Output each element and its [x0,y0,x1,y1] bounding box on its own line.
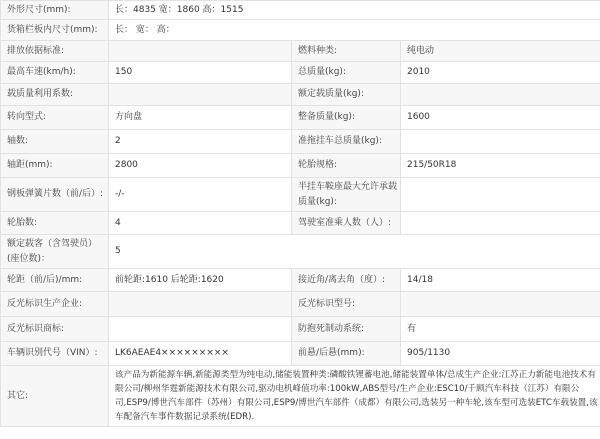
spec-row [1,130,600,154]
spec-value: 215/50R18 [401,154,600,178]
spec-label: 轴距(mm): [1,154,109,178]
spec-label: 反光标识型号: [292,292,401,317]
spec-row [1,84,600,106]
spec-label: 排放依据标准: [1,41,109,62]
spec-label: 前悬/后悬(mm): [292,342,401,366]
spec-value: -/- [109,178,292,212]
spec-label: 额定载质量(kg): [292,84,401,106]
spec-row [1,292,600,317]
spec-value: 长：4835 宽：1860 高：1515 [109,1,600,20]
spec-value: 有 [401,317,600,342]
spec-label: 轮胎数: [1,212,109,235]
spec-value: 2800 [109,154,292,178]
spec-value [109,292,292,317]
spec-label: 额定载客（含驾驶员）(座位数)： [1,235,109,269]
spec-label: 反光标识生产企业: [1,292,109,317]
spec-row [1,154,600,178]
spec-row-dimensions [1,1,600,20]
spec-label: 反光标识商标: [1,317,109,342]
other-label: 其它: [1,366,109,427]
spec-value: 4 [109,212,292,235]
spec-row [1,317,600,342]
spec-label: 驾驶室准乘人数（人）: [292,212,401,235]
spec-row [1,178,600,212]
spec-label: 总质量(kg): [292,62,401,84]
spec-row [1,41,600,62]
spec-value [401,292,600,317]
spec-label: 准拖挂车总质量(kg): [292,130,401,154]
spec-label: 钢板弹簧片数（前/后）: [1,178,109,212]
spec-row [1,62,600,84]
spec-label: 轮距（前/后)/mm: [1,269,109,292]
spec-row [1,212,600,235]
spec-value [401,178,600,212]
spec-value: 长： 宽： 高： [109,20,600,41]
spec-value: 5 [109,235,600,269]
spec-row-seating [1,235,600,269]
spec-label: 最高车速(km/h): [1,62,109,84]
spec-value: 905/1130 [401,342,600,366]
spec-value: 2 [109,130,292,154]
spec-label: 接近角/离去角（度）: [292,269,401,292]
spec-value [109,41,292,62]
other-description: 该产品为新能源车辆,新能源类型为纯电动,储能装置种类:磷酸铁锂蓄电池,储能装置单体/总成生产企业:江苏正力新能电池技术有限公司/柳州华霆新能源技术有限公司,驱动电机峰值功率:100kW,ABS型号/生产企业:ESC10/千顾汽车科技（江苏）有限公司,ESP9/博世汽车部件（苏州）有限公司,ESP9/博世汽车部件（成都）有限公司,选装另一种车轮,该车型可选装ETC车载装置,该车配备汽车事件数据记录系统(EDR). [109,366,600,427]
spec-label: 整备质量(kg): [292,106,401,130]
spec-value [109,317,292,342]
spec-value: 前轮距:1610 后轮距:1620 [109,269,292,292]
spec-label: 载质量利用系数: [1,84,109,106]
spec-row-other [1,366,600,427]
spec-value: 2010 [401,62,600,84]
spec-label: 燃料种类: [292,41,401,62]
spec-label: 轴数: [1,130,109,154]
spec-label: 半挂车鞍座最大允许承载质量(kg): [292,178,401,212]
spec-label: 转向型式: [1,106,109,130]
spec-label: 货箱栏板内尺寸(mm): [1,20,109,41]
spec-value: 150 [109,62,292,84]
spec-label: 车辆识别代号（VIN）: [1,342,109,366]
spec-value: 1600 [401,106,600,130]
spec-value: 纯电动 [401,41,600,62]
spec-label: 轮胎规格: [292,154,401,178]
spec-label: 防抱死制动系统: [292,317,401,342]
spec-value [401,130,600,154]
spec-value [401,84,600,106]
vin-value: LK6AEAE4××××××××× [109,342,292,366]
spec-value [401,212,600,235]
spec-row-vin [1,342,600,366]
spec-row-cargo-box [1,20,600,41]
spec-value: 14/18 [401,269,600,292]
spec-value [109,84,292,106]
spec-row [1,269,600,292]
spec-value: 方向盘 [109,106,292,130]
spec-label: 外形尺寸(mm): [1,1,109,20]
spec-row [1,106,600,130]
